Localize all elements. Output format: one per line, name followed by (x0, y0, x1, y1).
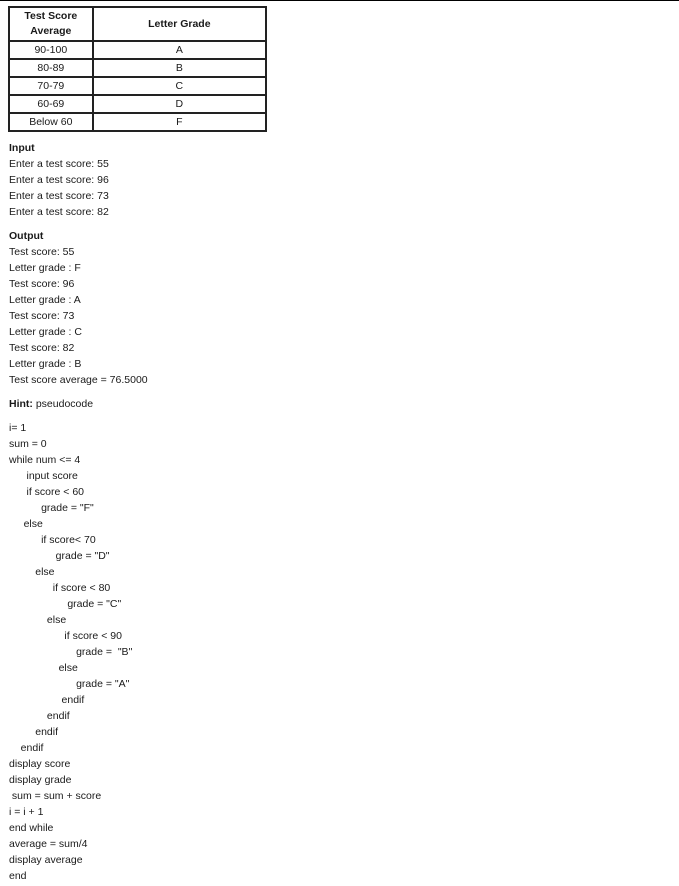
top-rule (0, 0, 679, 1)
pseudocode-line: else (9, 662, 78, 674)
letter-grade: A (93, 41, 266, 59)
output-line: Test score: 55 (9, 246, 75, 258)
header-letter-grade: Letter Grade (93, 7, 266, 41)
pseudocode-line: else (9, 614, 67, 626)
pseudocode-line: if score< 70 (9, 534, 96, 546)
output-line: Test score: 82 (9, 342, 75, 354)
pseudocode-block (9, 420, 669, 884)
pseudocode-line: grade = "F" (9, 502, 94, 514)
pseudocode-line: sum = sum + score (9, 790, 102, 802)
spacer (9, 412, 669, 420)
pseudocode-line: endif (9, 742, 44, 754)
letter-grade: D (93, 95, 266, 113)
document-body (9, 140, 669, 884)
pseudocode-line: grade = "A" (9, 678, 130, 690)
table-row (9, 95, 266, 113)
output-line: Test score average = 76.5000 (9, 374, 148, 386)
score-range: 80-89 (9, 59, 93, 77)
input-line: Enter a test score: 73 (9, 190, 109, 202)
input-heading: Input (9, 142, 35, 154)
input-line: Enter a test score: 55 (9, 158, 109, 170)
letter-grade: F (93, 113, 266, 131)
letter-grade: C (93, 77, 266, 95)
hint-text: pseudocode (32, 398, 94, 410)
pseudocode-line: endif (9, 726, 59, 738)
input-section (9, 156, 669, 220)
input-line: Enter a test score: 82 (9, 206, 109, 218)
hint-label: Hint: (9, 398, 33, 410)
output-section (9, 244, 669, 388)
pseudocode-line: average = sum/4 (9, 838, 88, 850)
table-row (9, 113, 266, 131)
output-line: Test score: 96 (9, 278, 75, 290)
output-line: Letter grade : A (9, 294, 81, 306)
output-line: Letter grade : B (9, 358, 82, 370)
pseudocode-line: if score < 80 (9, 582, 111, 594)
pseudocode-line: else (9, 566, 55, 578)
pseudocode-line: endif (9, 710, 70, 722)
header-line-1: Test Score (24, 10, 78, 22)
table-row (9, 41, 266, 59)
output-line: Letter grade : F (9, 262, 81, 274)
score-range: 70-79 (9, 77, 93, 95)
pseudocode-line: endif (9, 694, 85, 706)
pseudocode-line: end while (9, 822, 54, 834)
spacer (9, 388, 669, 396)
pseudocode-line: i = i + 1 (9, 806, 44, 818)
table-row (9, 77, 266, 95)
pseudocode-line: if score < 90 (9, 630, 122, 642)
pseudocode-line: grade = "B" (9, 646, 133, 658)
table-header-row (9, 7, 266, 41)
output-line: Letter grade : C (9, 326, 82, 338)
pseudocode-line: i= 1 (9, 422, 27, 434)
letter-grade: B (93, 59, 266, 77)
output-line: Test score: 73 (9, 310, 75, 322)
pseudocode-line: end (9, 870, 27, 882)
hint-line (9, 396, 669, 412)
spacer (9, 220, 669, 228)
pseudocode-line: else (9, 518, 43, 530)
score-range: 60-69 (9, 95, 93, 113)
pseudocode-line: input score (9, 470, 78, 482)
pseudocode-line: grade = "D" (9, 550, 110, 562)
table-row (9, 59, 266, 77)
header-line-2: Average (30, 25, 72, 37)
score-range: Below 60 (9, 113, 93, 131)
output-heading: Output (9, 230, 44, 242)
pseudocode-line: if score < 60 (9, 486, 84, 498)
grade-table (8, 6, 267, 132)
input-line: Enter a test score: 96 (9, 174, 109, 186)
pseudocode-line: display score (9, 758, 71, 770)
pseudocode-line: grade = "C" (9, 598, 122, 610)
pseudocode-line: display grade (9, 774, 72, 786)
score-range: 90-100 (9, 41, 93, 59)
header-test-score-average (9, 7, 93, 41)
pseudocode-line: sum = 0 (9, 438, 47, 450)
pseudocode-line: while num <= 4 (9, 454, 81, 466)
pseudocode-line: display average (9, 854, 83, 866)
